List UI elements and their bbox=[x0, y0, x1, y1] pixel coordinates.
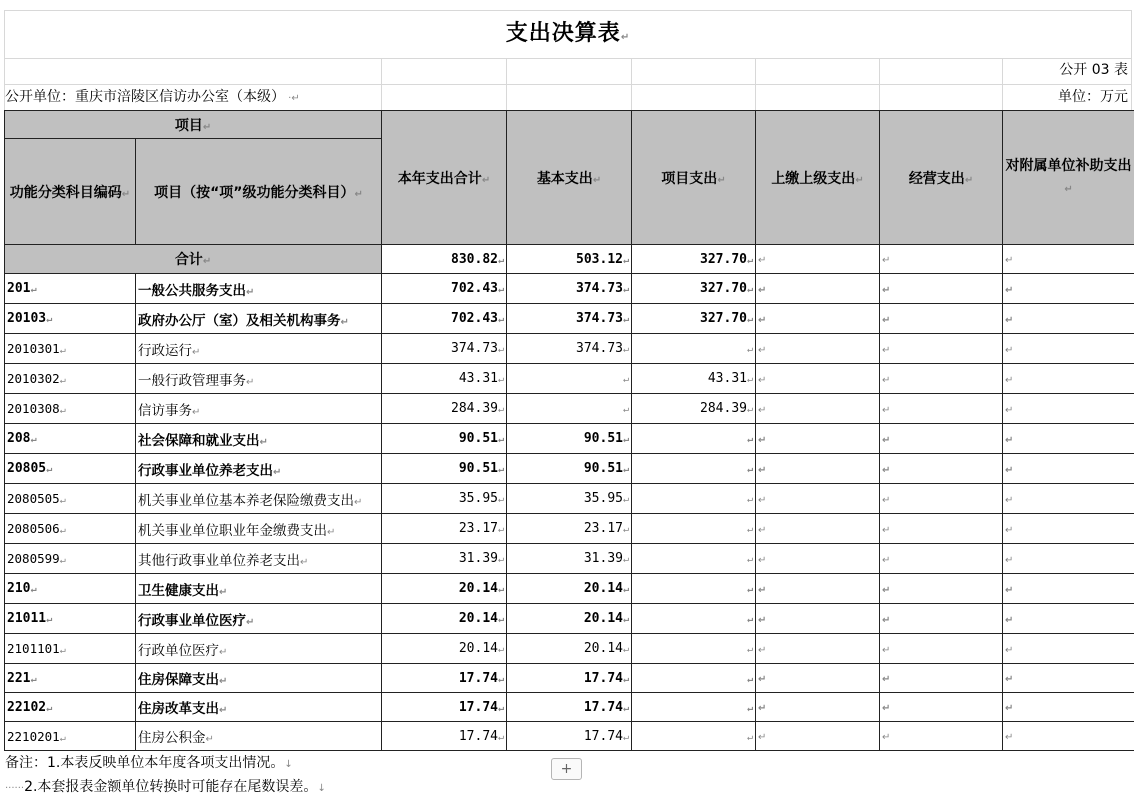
gridline bbox=[631, 58, 632, 110]
row-subsidy: ↵ bbox=[1003, 604, 1134, 634]
row-subsidy: ↵ bbox=[1003, 304, 1134, 334]
row-project: ↵ bbox=[632, 514, 756, 544]
row-subsidy: ↵ bbox=[1003, 544, 1134, 574]
gridline bbox=[4, 58, 1132, 59]
row-subsidy: ↵ bbox=[1003, 424, 1134, 454]
row-basic: 35.95↵ bbox=[507, 484, 632, 514]
row-subsidy: ↵ bbox=[1003, 364, 1134, 394]
total-label: 合计↵ bbox=[5, 245, 382, 274]
table-row bbox=[5, 722, 1134, 751]
row-total: 20.14↵ bbox=[382, 574, 507, 604]
row-business: ↵ bbox=[880, 722, 1003, 751]
total-upper: ↵ bbox=[756, 245, 880, 274]
row-project: 327.70↵ bbox=[632, 274, 756, 304]
row-name: 政府办公厅（室）及相关机构事务↵ bbox=[136, 304, 382, 334]
row-total: 374.73↵ bbox=[382, 334, 507, 364]
table-row bbox=[5, 484, 1134, 514]
row-upper: ↵ bbox=[756, 394, 880, 424]
total-row bbox=[5, 245, 1134, 274]
row-subsidy: ↵ bbox=[1003, 484, 1134, 514]
row-total: 702.43↵ bbox=[382, 304, 507, 334]
row-code: 208↵ bbox=[5, 424, 136, 454]
header-row bbox=[5, 111, 1134, 139]
row-name: 机关事业单位基本养老保险缴费支出↵ bbox=[136, 484, 382, 514]
row-business: ↵ bbox=[880, 634, 1003, 664]
gridline bbox=[1002, 58, 1003, 110]
row-business: ↵ bbox=[880, 544, 1003, 574]
table-row bbox=[5, 274, 1134, 304]
row-upper: ↵ bbox=[756, 274, 880, 304]
row-total: 31.39↵ bbox=[382, 544, 507, 574]
table-row bbox=[5, 514, 1134, 544]
row-project: ↵ bbox=[632, 634, 756, 664]
table-row bbox=[5, 424, 1134, 454]
header-subsidy: 对附属单位补助支出↵ bbox=[1003, 111, 1134, 245]
row-upper: ↵ bbox=[756, 693, 880, 722]
row-name: 行政事业单位医疗↵ bbox=[136, 604, 382, 634]
header-basic: 基本支出↵ bbox=[507, 111, 632, 245]
row-business: ↵ bbox=[880, 334, 1003, 364]
row-total: 23.17↵ bbox=[382, 514, 507, 544]
row-code: 2101101↵ bbox=[5, 634, 136, 664]
row-upper: ↵ bbox=[756, 364, 880, 394]
row-name: 卫生健康支出↵ bbox=[136, 574, 382, 604]
row-subsidy: ↵ bbox=[1003, 722, 1134, 751]
row-basic: 31.39↵ bbox=[507, 544, 632, 574]
row-subsidy: ↵ bbox=[1003, 693, 1134, 722]
expenditure-table bbox=[4, 110, 1134, 751]
row-project: ↵ bbox=[632, 334, 756, 364]
row-business: ↵ bbox=[880, 364, 1003, 394]
gridline bbox=[755, 58, 756, 110]
table-row bbox=[5, 334, 1134, 364]
row-code: 201↵ bbox=[5, 274, 136, 304]
row-code: 20103↵ bbox=[5, 304, 136, 334]
row-code: 22102↵ bbox=[5, 693, 136, 722]
row-business: ↵ bbox=[880, 514, 1003, 544]
header-business: 经营支出↵ bbox=[880, 111, 1003, 245]
row-subsidy: ↵ bbox=[1003, 634, 1134, 664]
row-project: ↵ bbox=[632, 604, 756, 634]
row-project: 284.39↵ bbox=[632, 394, 756, 424]
add-row-button[interactable]: + bbox=[551, 758, 582, 780]
row-basic: 374.73↵ bbox=[507, 304, 632, 334]
row-upper: ↵ bbox=[756, 424, 880, 454]
gridline bbox=[879, 58, 880, 110]
notes bbox=[5, 752, 326, 800]
row-subsidy: ↵ bbox=[1003, 514, 1134, 544]
row-subsidy: ↵ bbox=[1003, 334, 1134, 364]
note-line-1: 备注：1.本表反映单位本年度各项支出情况。↓ bbox=[5, 755, 293, 771]
row-subsidy: ↵ bbox=[1003, 454, 1134, 484]
row-basic: 17.74↵ bbox=[507, 693, 632, 722]
row-project: ↵ bbox=[632, 664, 756, 693]
row-basic: 23.17↵ bbox=[507, 514, 632, 544]
row-name: 一般行政管理事务↵ bbox=[136, 364, 382, 394]
row-code: 2080506↵ bbox=[5, 514, 136, 544]
row-name: 一般公共服务支出↵ bbox=[136, 274, 382, 304]
money-unit: 单位：万元 bbox=[1058, 89, 1128, 105]
row-total: 35.95↵ bbox=[382, 484, 507, 514]
row-name: 住房保障支出↵ bbox=[136, 664, 382, 693]
row-business: ↵ bbox=[880, 454, 1003, 484]
total-business: ↵ bbox=[880, 245, 1003, 274]
table-row bbox=[5, 454, 1134, 484]
document-title: 支出决算表↵ bbox=[505, 21, 631, 46]
gridline bbox=[506, 58, 507, 110]
row-project: ↵ bbox=[632, 454, 756, 484]
form-number: 公开 03 表 bbox=[1059, 62, 1128, 78]
row-code: 2080505↵ bbox=[5, 484, 136, 514]
total-project: 327.70↵ bbox=[632, 245, 756, 274]
table-row bbox=[5, 364, 1134, 394]
row-basic: 20.14↵ bbox=[507, 634, 632, 664]
row-business: ↵ bbox=[880, 664, 1003, 693]
row-basic: 374.73↵ bbox=[507, 334, 632, 364]
row-name: 行政单位医疗↵ bbox=[136, 634, 382, 664]
row-subsidy: ↵ bbox=[1003, 574, 1134, 604]
header-total: 本年支出合计↵ bbox=[382, 111, 507, 245]
header-upper: 上缴上级支出↵ bbox=[756, 111, 880, 245]
row-basic: 20.14↵ bbox=[507, 604, 632, 634]
header-code: 功能分类科目编码↵ bbox=[5, 139, 136, 245]
row-name: 机关事业单位职业年金缴费支出↵ bbox=[136, 514, 382, 544]
row-name: 住房公积金↵ bbox=[136, 722, 382, 751]
row-upper: ↵ bbox=[756, 484, 880, 514]
row-project: 43.31↵ bbox=[632, 364, 756, 394]
row-project: ↵ bbox=[632, 574, 756, 604]
row-upper: ↵ bbox=[756, 574, 880, 604]
table-row bbox=[5, 394, 1134, 424]
row-project: ↵ bbox=[632, 424, 756, 454]
row-basic: 374.73↵ bbox=[507, 274, 632, 304]
total-amount: 830.82↵ bbox=[382, 245, 507, 274]
row-code: 2010302↵ bbox=[5, 364, 136, 394]
row-total: 20.14↵ bbox=[382, 634, 507, 664]
row-name: 住房改革支出↵ bbox=[136, 693, 382, 722]
header-name: 项目（按“项”级功能分类科目）↵ bbox=[136, 139, 382, 245]
row-name: 其他行政事业单位养老支出↵ bbox=[136, 544, 382, 574]
publishing-unit: 公开单位：重庆市涪陵区信访办公室（本级） ·↵ bbox=[5, 89, 300, 105]
table-row bbox=[5, 664, 1134, 693]
note-line-2: ······2.本套报表金额单位转换时可能存在尾数误差。↓ bbox=[5, 779, 326, 795]
total-basic: 503.12↵ bbox=[507, 245, 632, 274]
row-name: 社会保障和就业支出↵ bbox=[136, 424, 382, 454]
row-project: ↵ bbox=[632, 693, 756, 722]
row-upper: ↵ bbox=[756, 514, 880, 544]
row-upper: ↵ bbox=[756, 664, 880, 693]
table-row bbox=[5, 604, 1134, 634]
table-row bbox=[5, 304, 1134, 334]
row-name: 行政事业单位养老支出↵ bbox=[136, 454, 382, 484]
row-business: ↵ bbox=[880, 304, 1003, 334]
row-project: ↵ bbox=[632, 544, 756, 574]
table-row bbox=[5, 634, 1134, 664]
row-upper: ↵ bbox=[756, 334, 880, 364]
row-total: 20.14↵ bbox=[382, 604, 507, 634]
row-project: ↵ bbox=[632, 484, 756, 514]
row-upper: ↵ bbox=[756, 722, 880, 751]
row-total: 17.74↵ bbox=[382, 722, 507, 751]
row-business: ↵ bbox=[880, 693, 1003, 722]
row-business: ↵ bbox=[880, 574, 1003, 604]
row-basic: 17.74↵ bbox=[507, 664, 632, 693]
row-upper: ↵ bbox=[756, 454, 880, 484]
row-basic: 20.14↵ bbox=[507, 574, 632, 604]
row-code: 2010308↵ bbox=[5, 394, 136, 424]
row-name: 行政运行↵ bbox=[136, 334, 382, 364]
total-subsidy: ↵ bbox=[1003, 245, 1134, 274]
row-project: ↵ bbox=[632, 722, 756, 751]
row-total: 90.51↵ bbox=[382, 454, 507, 484]
table-row bbox=[5, 544, 1134, 574]
row-code: 221↵ bbox=[5, 664, 136, 693]
table-row bbox=[5, 693, 1134, 722]
row-business: ↵ bbox=[880, 484, 1003, 514]
header-project-group: 项目↵ bbox=[5, 111, 382, 139]
row-total: 43.31↵ bbox=[382, 364, 507, 394]
row-subsidy: ↵ bbox=[1003, 394, 1134, 424]
row-code: 20805↵ bbox=[5, 454, 136, 484]
row-upper: ↵ bbox=[756, 604, 880, 634]
row-upper: ↵ bbox=[756, 544, 880, 574]
row-code: 2010301↵ bbox=[5, 334, 136, 364]
row-total: 284.39↵ bbox=[382, 394, 507, 424]
gridline bbox=[4, 84, 1132, 85]
row-subsidy: ↵ bbox=[1003, 274, 1134, 304]
row-code: 210↵ bbox=[5, 574, 136, 604]
row-code: 2210201↵ bbox=[5, 722, 136, 751]
row-upper: ↵ bbox=[756, 634, 880, 664]
row-upper: ↵ bbox=[756, 304, 880, 334]
row-code: 21011↵ bbox=[5, 604, 136, 634]
row-subsidy: ↵ bbox=[1003, 664, 1134, 693]
row-total: 90.51↵ bbox=[382, 424, 507, 454]
row-name: 信访事务↵ bbox=[136, 394, 382, 424]
row-project: 327.70↵ bbox=[632, 304, 756, 334]
row-business: ↵ bbox=[880, 394, 1003, 424]
row-basic: ↵ bbox=[507, 364, 632, 394]
row-business: ↵ bbox=[880, 424, 1003, 454]
header-project: 项目支出↵ bbox=[632, 111, 756, 245]
row-total: 17.74↵ bbox=[382, 693, 507, 722]
gridline bbox=[4, 10, 1132, 11]
table-row bbox=[5, 574, 1134, 604]
row-business: ↵ bbox=[880, 274, 1003, 304]
row-basic: ↵ bbox=[507, 394, 632, 424]
row-code: 2080599↵ bbox=[5, 544, 136, 574]
row-business: ↵ bbox=[880, 604, 1003, 634]
row-basic: 17.74↵ bbox=[507, 722, 632, 751]
row-total: 702.43↵ bbox=[382, 274, 507, 304]
row-basic: 90.51↵ bbox=[507, 424, 632, 454]
gridline bbox=[381, 58, 382, 110]
row-basic: 90.51↵ bbox=[507, 454, 632, 484]
row-total: 17.74↵ bbox=[382, 664, 507, 693]
